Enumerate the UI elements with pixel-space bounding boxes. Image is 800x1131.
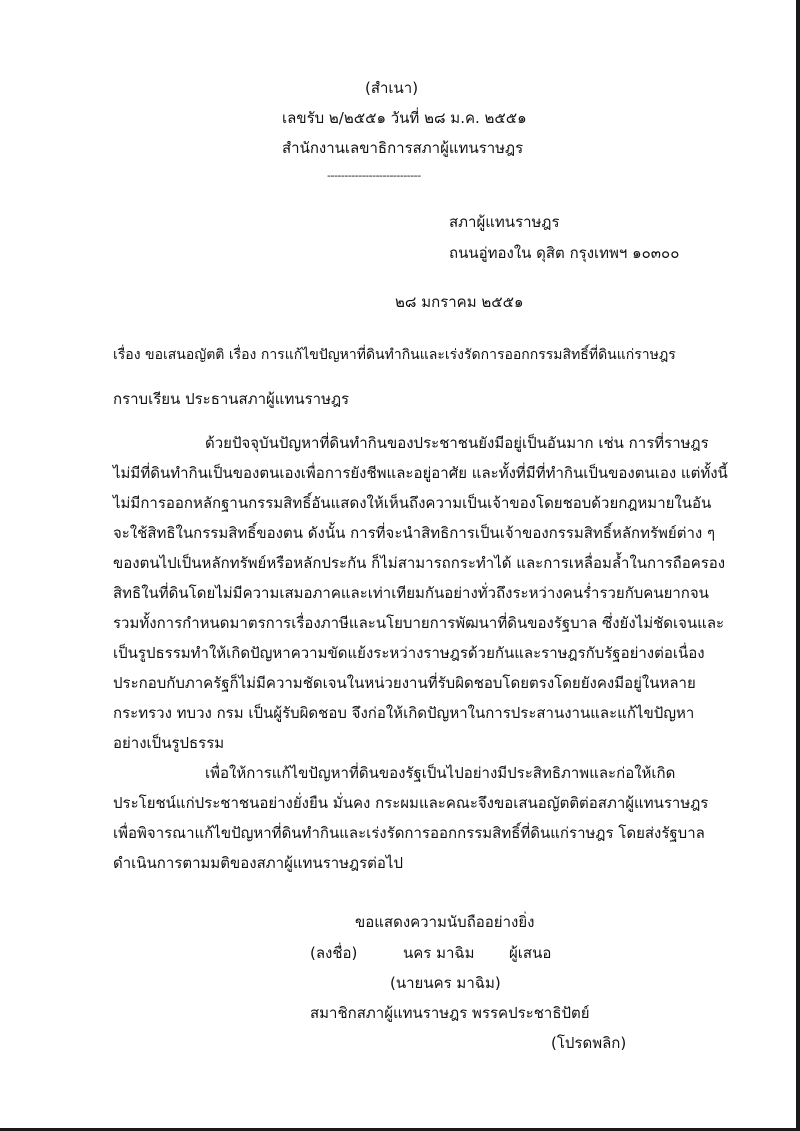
signature: นคร มาฉิม — [403, 944, 475, 962]
sign-label: (ลงชื่อ) — [310, 944, 358, 962]
paragraph-line: เพื่อให้การแก้ไขปัญหาที่ดินของรัฐเป็นไปอย่างมีประสิทธิภาพและก่อให้เกิด — [205, 764, 676, 782]
subject-line: เรื่อง ขอเสนอญัตติ เรื่อง การแก้ไขปัญหาที่ดินทำกินและเร่งรัดการออกกรรมสิทธิ์ที่ดินแก่ราษฎร — [113, 347, 676, 363]
address-line-1: สภาผู้แทนราษฎร — [449, 213, 560, 231]
paragraph-line: จะใช้สิทธิในกรรมสิทธิ์ของตน ดังนั้น การที่จะนำสิทธิการเป็นเจ้าของกรรมสิทธิ์หลักทรัพย์ต่าง ๆ — [113, 524, 716, 542]
paragraph-line: ประกอบกับภาครัฐก็ไม่มีความชัดเจนในหน่วยงานที่รับผิดชอบโดยตรงโดยยังคงมีอยู่ในหลาย — [113, 674, 696, 692]
signer-role: ผู้เสนอ — [509, 944, 552, 962]
signer-position: สมาชิกสภาผู้แทนราษฎร พรรคประชาธิปัตย์ — [310, 1004, 590, 1022]
paragraph-line: ด้วยปัจจุบันปัญหาที่ดินทำกินของประชาชนยังมีอยู่เป็นอันมาก เช่น การที่ราษฎร — [205, 434, 709, 452]
scan-edge-right — [796, 0, 800, 1131]
paragraph-line: รวมทั้งการกำหนดมาตรการเรื่องภาษีและนโยบายการพัฒนาที่ดินของรัฐบาล ซึ่งยังไม่ชัดเจนและ — [113, 614, 725, 632]
paragraph-line: ไม่มีการออกหลักฐานกรรมสิทธิ์อันแสดงให้เห็นถึงความเป็นเจ้าของโดยชอบด้วยกฎหมายในอัน — [113, 494, 712, 512]
paragraph-line: สิทธิในที่ดินโดยไม่มีความเสมอภาคและเท่าเทียมกันอย่างทั่วถึงระหว่างคนร่ำรวยกับคนยากจน — [113, 584, 709, 602]
paragraph-line: ประโยชน์แก่ประชาชนอย่างยั่งยืน มั่นคง กระผมและคณะจึงขอเสนอญัตติต่อสภาผู้แทนราษฎร — [113, 794, 709, 812]
paragraph-line: อย่างเป็นรูปธรรม — [113, 734, 225, 752]
header-divider: --------------------------- — [327, 169, 421, 182]
printed-name: (นายนคร มาฉิม) — [390, 974, 501, 992]
paragraph-line: กระทรวง ทบวง กรม เป็นผู้รับผิดชอบ จึงก่อให้เกิดปัญหาในการประสานงานและแก้ไขปัญหา — [113, 704, 695, 722]
address-line-2: ถนนอู่ทองใน ดุสิต กรุงเทพฯ ๑๐๓๐๐ — [449, 244, 680, 262]
paragraph-line: เป็นรูปธรรมทำให้เกิดปัญหาความขัดแย้งระหว่างราษฎรด้วยกันและราษฎรกับรัฐอย่างต่อเนื่อง — [113, 644, 705, 662]
office-name: สำนักงานเลขาธิการสภาผู้แทนราษฎร — [282, 139, 524, 157]
letter-date: ๒๘ มกราคม ๒๕๕๑ — [395, 293, 524, 311]
receipt-line: เลขรับ ๒/๒๕๕๑ วันที่ ๒๘ ม.ค. ๒๕๕๑ — [282, 109, 527, 127]
paragraph-line: ของตนไปเป็นหลักทรัพย์หรือหลักประกัน ก็ไม่สามารถกระทำได้ และการเหลื่อมล้ำในการถือครอง — [113, 554, 726, 572]
paragraph-line: ดำเนินการตามมติของสภาผู้แทนราษฎรต่อไป — [113, 854, 404, 872]
closing-regards: ขอแสดงความนับถืออย่างยิ่ง — [355, 913, 535, 931]
paragraph-line: เพื่อพิจารณาแก้ไขปัญหาที่ดินทำกินและเร่งรัดการออกกรรมสิทธิ์ที่ดินแก่ราษฎร โดยส่งรัฐบาล — [113, 824, 705, 842]
paragraph-line: ไม่มีที่ดินทำกินเป็นของตนเองเพื่อการยังชีพและอยู่อาศัย และทั้งที่มีที่ทำกินเป็นของตนเอง แต่ทั้งนี้ — [113, 464, 728, 482]
copy-mark: (สำเนา) — [365, 79, 419, 97]
turn-over-note: (โปรดพลิก) — [551, 1034, 627, 1052]
salutation: กราบเรียน ประธานสภาผู้แทนราษฎร — [113, 390, 350, 408]
